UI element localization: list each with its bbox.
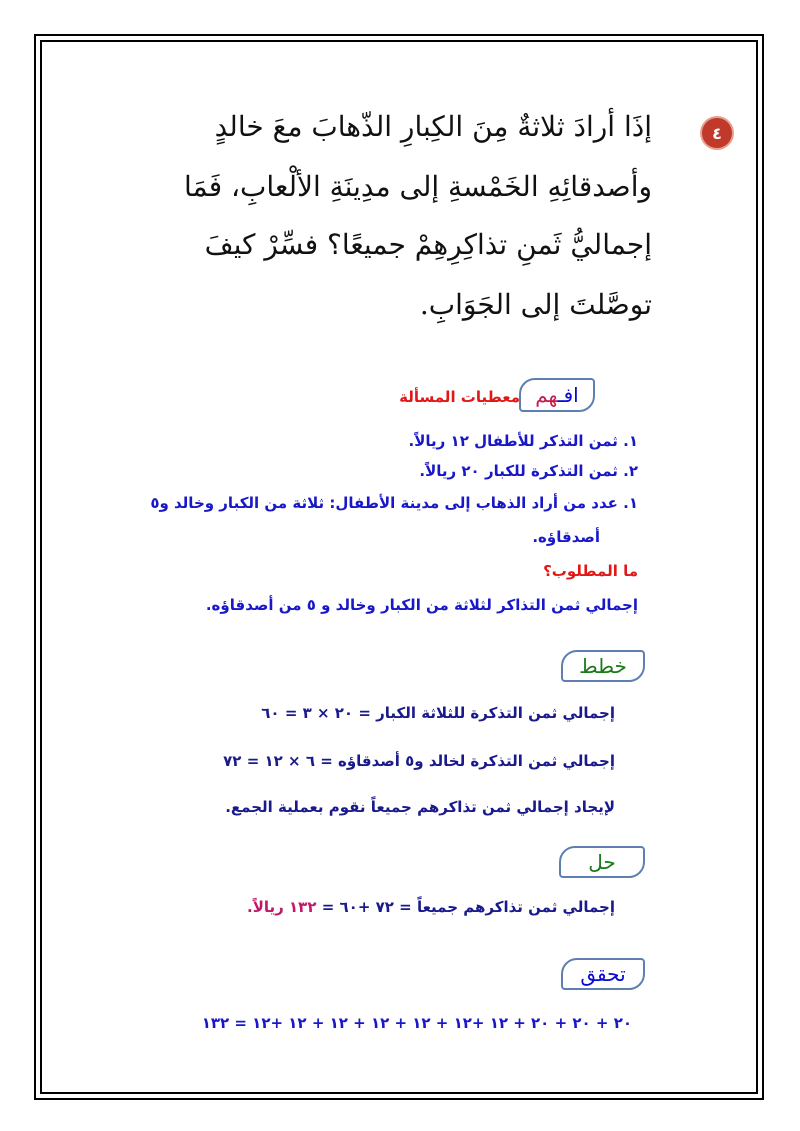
solve-line [247,898,615,916]
required-label: ما المطلوب؟ [543,562,638,580]
given-item-2: ٢. ثمن التذكرة للكبار ٢٠ ريالاً. [419,462,638,480]
plan-line-2: إجمالي ثمن التذكرة لخالد و٥ أصدقاؤه = ٦ × ١٢ = ٧٢ [223,752,615,770]
tab-solve-label: حل [588,850,616,874]
tab-understand-label-1: افـ [557,383,579,407]
question-number-badge: ٤ [702,118,732,148]
given-item-3-cont: أصدقاؤه. [532,528,600,546]
solve-result: ١٣٢ ريالاً. [247,898,317,916]
plan-line-1: إجمالي ثمن التذكرة للثلاثة الكبار = ٢٠ × ٣ = ٦٠ [261,704,615,722]
tab-solve [559,846,645,878]
question-line-3: إجماليُّ ثَمنِ تذاكِرِهِمْ جميعًا؟ فسِّرْ كيفَ [204,228,652,261]
given-item-1: ١. ثمن التذكر للأطفال ١٢ ريالاً. [408,432,638,450]
required-text: إجمالي ثمن التذاكر لثلاثة من الكبار وخالد و ٥ من أصدقاؤه. [205,596,638,614]
tab-check-label: تحقق [580,962,626,986]
check-line [202,1014,632,1032]
tab-plan [561,650,645,682]
tab-plan-label: خطط [579,654,627,678]
question-line-1: إذَا أرادَ ثلاثةٌ مِنَ الكِبارِ الذّهابَ معَ خالدٍ [214,110,652,143]
givens-heading: معطيات المسألة [399,388,520,406]
given-item-3: ١. عدد من أراد الذهاب إلى مدينة الأطفال: ثلاثة من الكبار وخالد و٥ [150,494,638,512]
tab-understand [519,378,595,412]
tab-check [561,958,645,990]
question-line-2: وأصدقائِهِ الخَمْسةِ إلى مدِينَةِ الألْعابِ، فَمَا [184,170,652,203]
plan-line-3: لإيجاد إجمالي ثمن تذاكرهم جميعاً نقوم بعملية الجمع. [225,798,615,816]
check-line-text: ٢٠ + ٢٠ + ٢٠ + ١٢ +١٢ + ١٢ + ١٢ + ١٢ + ١٢ +١٢ = ١٣٢ [201,1014,632,1032]
solve-expression: إجمالي ثمن تذاكرهم جميعاً = ٧٢ +٦٠ = [316,898,615,916]
question-line-4: توصَّلتَ إلى الجَوَابِ. [419,288,652,321]
tab-understand-label-2: هم [535,383,558,407]
